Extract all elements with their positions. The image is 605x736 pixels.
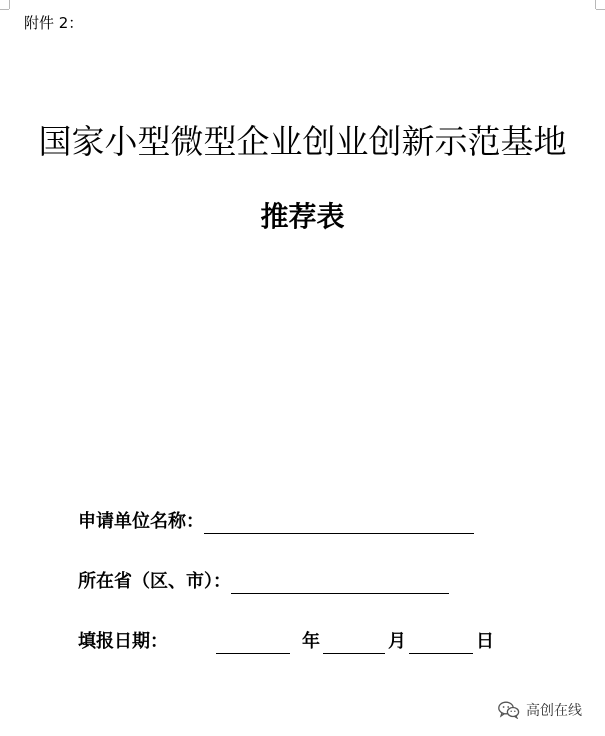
year-unit: 年 — [302, 631, 320, 652]
crop-mark — [595, 0, 596, 9]
crop-mark — [596, 9, 605, 10]
watermark-text: 高创在线 — [526, 703, 582, 719]
date-row — [78, 630, 497, 654]
day-unit: 日 — [476, 631, 494, 652]
applicant-label: 申请单位名称： — [78, 511, 204, 532]
applicant-blank[interactable] — [204, 511, 474, 534]
attachment-label: 附件 2： — [24, 14, 84, 32]
document-title: 国家小型微型企业创业创新示范基地 — [38, 122, 567, 161]
crop-mark — [0, 9, 9, 10]
province-label: 所在省（区、市）： — [78, 571, 231, 592]
month-unit: 月 — [388, 631, 406, 652]
month-blank[interactable] — [323, 631, 385, 654]
watermark — [498, 700, 582, 720]
applicant-row — [78, 510, 474, 534]
crop-mark — [9, 0, 10, 9]
province-blank[interactable] — [231, 571, 449, 594]
day-blank[interactable] — [409, 631, 473, 654]
wechat-icon — [498, 701, 520, 719]
year-blank[interactable] — [216, 631, 290, 654]
document-subtitle: 推荐表 — [260, 200, 345, 233]
date-label: 填报日期： — [78, 631, 168, 652]
province-row — [78, 570, 449, 594]
